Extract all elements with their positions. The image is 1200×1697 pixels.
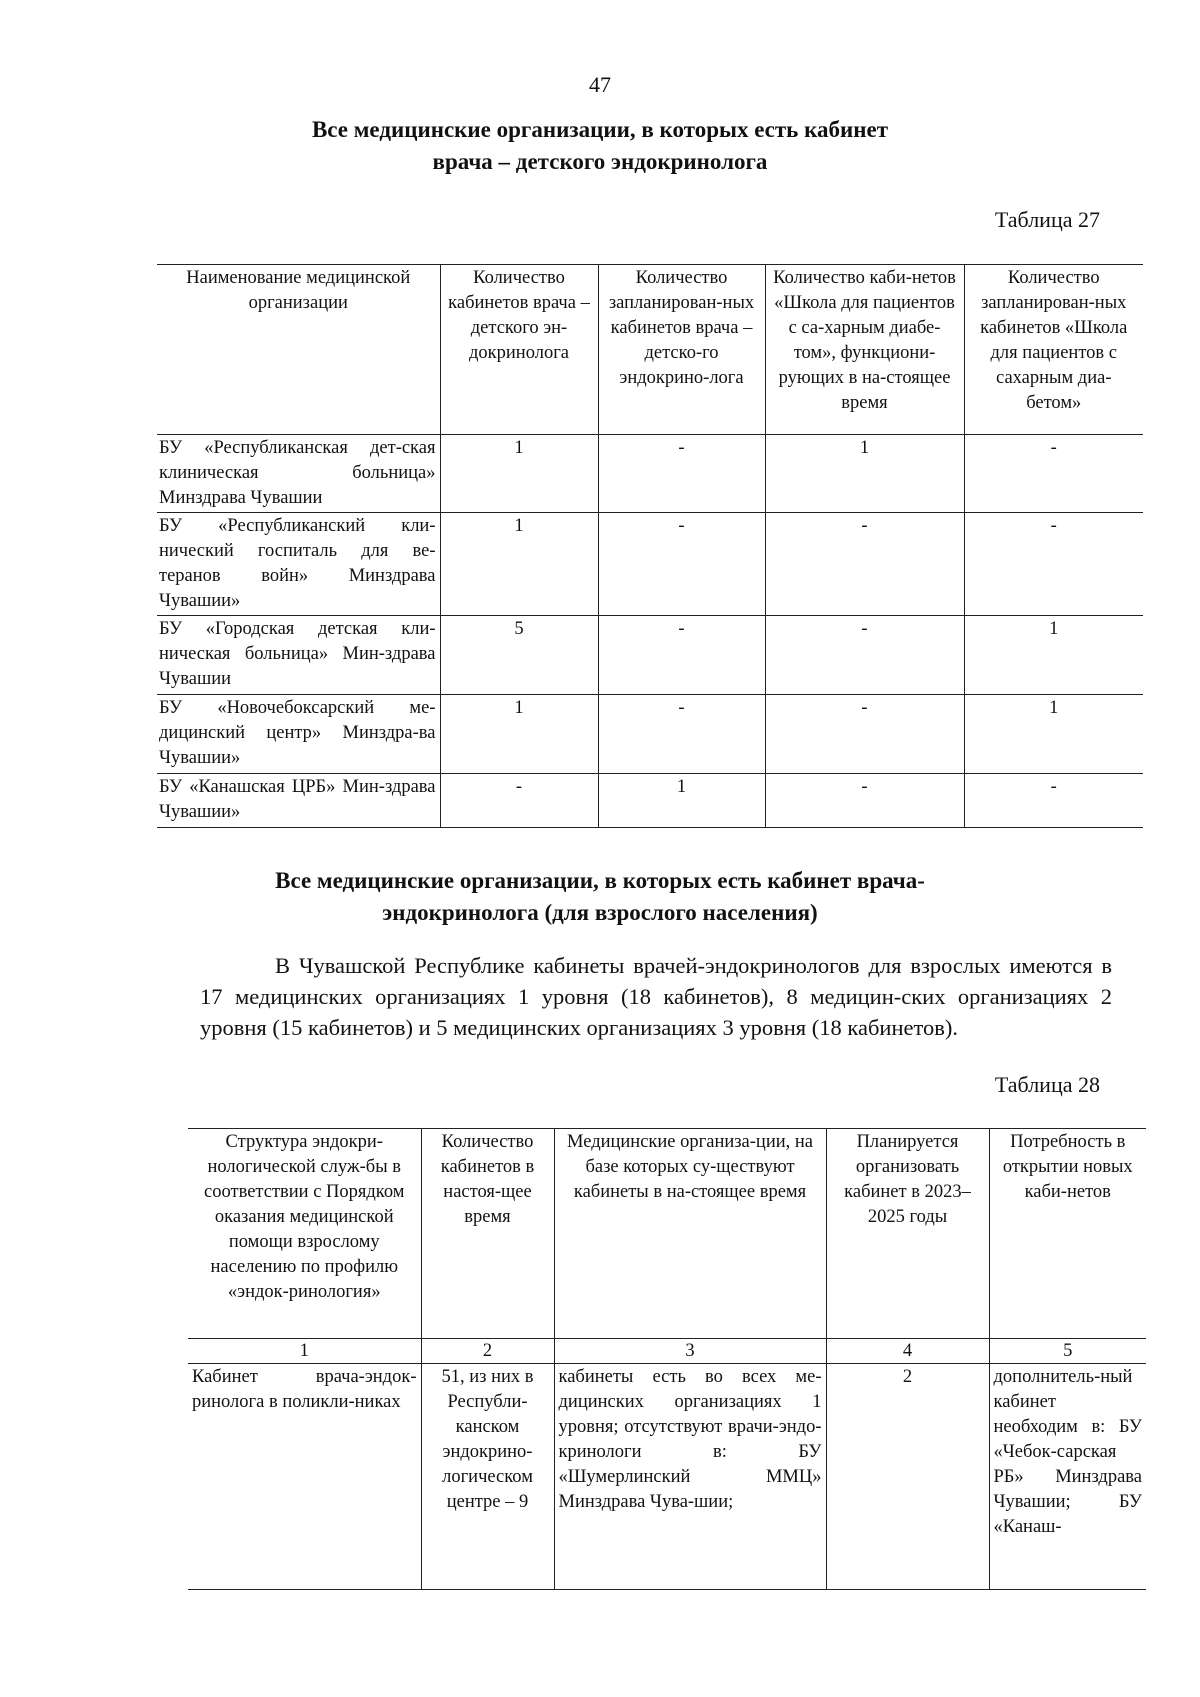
table-cell: - bbox=[598, 695, 765, 774]
table-cell: 1 bbox=[765, 435, 964, 513]
table-header-row bbox=[157, 265, 1143, 435]
table-row bbox=[157, 616, 1143, 695]
table-cell: - bbox=[765, 513, 964, 616]
column-number: 4 bbox=[826, 1339, 989, 1364]
table-cell: кабинеты есть во всех ме-дицинских организациях 1 уровня; отсутствуют врачи-эндо-кринологи в: БУ «Шумерлинский ММЦ» Минздрава Чува-шии; bbox=[554, 1364, 826, 1590]
table-row bbox=[157, 513, 1143, 616]
column-number: 3 bbox=[554, 1339, 826, 1364]
organization-name: БУ «Новочебоксарский ме-дицинский центр» Минздра-ва Чувашии» bbox=[157, 695, 440, 774]
table-cell: - bbox=[765, 695, 964, 774]
section-heading-pediatric bbox=[0, 114, 1200, 178]
table-cell: 1 bbox=[440, 513, 598, 616]
heading-line: эндокринолога (для взрослого населения) bbox=[382, 900, 818, 925]
table-cell: - bbox=[765, 616, 964, 695]
table-cell: - bbox=[598, 435, 765, 513]
table-cell: Кабинет врача-эндок-ринолога в поликли-никах bbox=[188, 1364, 421, 1590]
column-number: 2 bbox=[421, 1339, 554, 1364]
organization-name: БУ «Канашская ЦРБ» Мин-здрава Чувашии» bbox=[157, 774, 440, 828]
table-row bbox=[188, 1364, 1146, 1590]
organization-name: БУ «Городская детская кли-ническая больница» Мин-здрава Чувашии bbox=[157, 616, 440, 695]
heading-line: Все медицинские организации, в которых есть кабинет bbox=[311, 117, 889, 142]
table-cell: 1 bbox=[598, 774, 765, 828]
adult-endocrinology-table bbox=[188, 1128, 1146, 1590]
column-header: Потребность в открытии новых каби-нетов bbox=[989, 1129, 1146, 1339]
heading-line: врача – детского эндокринолога bbox=[432, 149, 768, 174]
section-heading-adult bbox=[0, 865, 1200, 929]
table-row bbox=[157, 435, 1143, 513]
table-cell: 1 bbox=[440, 435, 598, 513]
column-header: Количество запланирован-ных кабинетов врача – детско-го эндокрино-лога bbox=[598, 265, 765, 435]
table-cell: дополнитель-ный кабинет необходим в: БУ «Чебок-сарская РБ» Минздрава Чувашии; БУ «Канаш- bbox=[989, 1364, 1146, 1590]
table-cell: 1 bbox=[440, 695, 598, 774]
heading-line: Все медицинские организации, в которых есть кабинет врача- bbox=[275, 868, 925, 893]
organization-name: БУ «Республиканский кли-нический госпиталь для ве-теранов войн» Минздрава Чувашии» bbox=[157, 513, 440, 616]
table-cell: - bbox=[598, 616, 765, 695]
column-header: Количество каби-нетов «Школа для пациентов с са-харным диабе-том», функциони-рующих в на-стоящее время bbox=[765, 265, 964, 435]
table-cell: 51, из них в Республи-канском эндокрино-логическом центре – 9 bbox=[421, 1364, 554, 1590]
table-cell: - bbox=[598, 513, 765, 616]
table-cell: 2 bbox=[826, 1364, 989, 1590]
organization-name: БУ «Республиканская дет-ская клиническая больница» Минздрава Чувашии bbox=[157, 435, 440, 513]
column-header: Структура эндокри-нологической служ-бы в соответствии с Порядком оказания медицинской помощи взрослому населению по профилю «эндок-ринология» bbox=[188, 1129, 421, 1339]
column-header: Количество кабинетов врача – детского эн-докринолога bbox=[440, 265, 598, 435]
column-number: 5 bbox=[989, 1339, 1146, 1364]
table-cell: 1 bbox=[964, 695, 1143, 774]
column-header: Наименование медицинской организации bbox=[157, 265, 440, 435]
table-cell: - bbox=[964, 513, 1143, 616]
pediatric-endocrinology-table bbox=[157, 264, 1143, 828]
table-cell: - bbox=[765, 774, 964, 828]
table-row bbox=[157, 695, 1143, 774]
page-number: 47 bbox=[589, 72, 611, 97]
column-number: 1 bbox=[188, 1339, 421, 1364]
table-cell: 1 bbox=[964, 616, 1143, 695]
table-caption-28: Таблица 28 bbox=[994, 1072, 1100, 1097]
column-header: Количество кабинетов в настоя-щее время bbox=[421, 1129, 554, 1339]
column-header: Планируется организовать кабинет в 2023–2025 годы bbox=[826, 1129, 989, 1339]
column-number-row bbox=[188, 1339, 1146, 1364]
table-cell: 5 bbox=[440, 616, 598, 695]
table-row bbox=[157, 774, 1143, 828]
table-caption-27: Таблица 27 bbox=[994, 207, 1100, 232]
table-cell: - bbox=[964, 774, 1143, 828]
column-header: Количество запланирован-ных кабинетов «Школа для пациентов с сахарным диа-бетом» bbox=[964, 265, 1143, 435]
table-header-row bbox=[188, 1129, 1146, 1339]
column-header: Медицинские организа-ции, на базе которых су-ществуют кабинеты в на-стоящее время bbox=[554, 1129, 826, 1339]
table-cell: - bbox=[964, 435, 1143, 513]
body-paragraph: В Чувашской Республике кабинеты врачей-эндокринологов для взрослых имеются в 17 медицинских организациях 1 уровня (18 кабинетов), 8 медицин-ских организациях 2 уровня (15 кабинетов) и 5 медицинских организациях 3 уровня (18 кабинетов). bbox=[200, 953, 1112, 1040]
table-cell: - bbox=[440, 774, 598, 828]
